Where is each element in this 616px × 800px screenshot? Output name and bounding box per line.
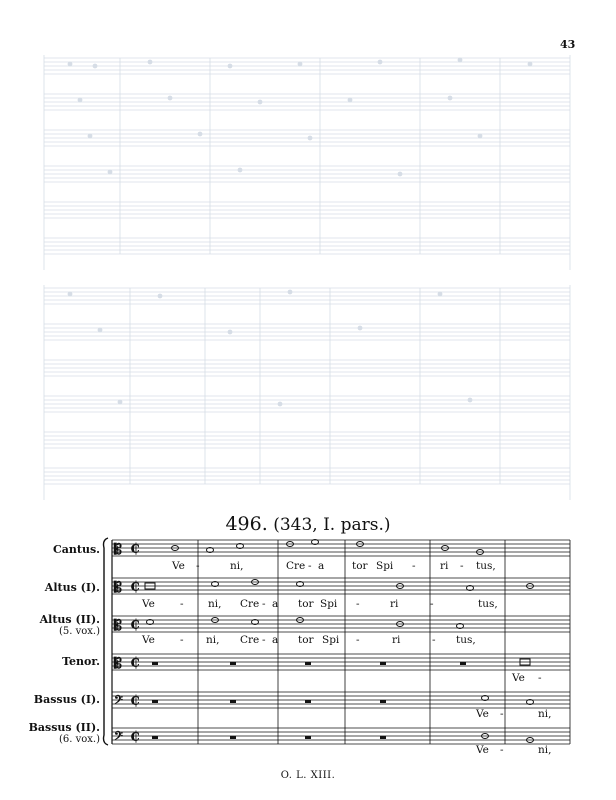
lyric: Ve: [476, 744, 489, 756]
piece-reference: (343, I. pars.): [273, 515, 391, 535]
lyric: -: [356, 634, 360, 646]
lyric: Cre: [240, 598, 260, 610]
lyric: a: [318, 560, 325, 572]
lyric: Spi: [320, 598, 338, 610]
faded-system-2: [44, 285, 570, 500]
lyric: ri: [440, 560, 449, 572]
voice-label-tenor: Tenor.: [62, 655, 100, 668]
lyric: -: [356, 598, 360, 610]
lyric: Spi: [322, 634, 340, 646]
lyric: -: [500, 744, 504, 756]
lyric: tus,: [456, 634, 476, 646]
lyric: ni,: [230, 560, 244, 572]
svg-text:𝄡: 𝄡: [114, 618, 122, 634]
lyric: -: [308, 560, 312, 572]
piece-heading: [0, 513, 616, 535]
lyric: ri: [390, 598, 399, 610]
faded-system-1: [44, 55, 570, 270]
lyric: a: [272, 634, 279, 646]
svg-text:₵: ₵: [130, 693, 140, 709]
lyric: tus,: [478, 598, 498, 610]
lyric: -: [432, 634, 436, 646]
lyric: -: [262, 598, 266, 610]
svg-text:𝄢: 𝄢: [114, 730, 124, 746]
footer-signature: O. L. XIII.: [280, 770, 336, 781]
lyric: Ve: [476, 708, 489, 720]
lyric: ri: [392, 634, 401, 646]
rests: [152, 662, 466, 739]
lyric: Ve: [512, 672, 525, 684]
lyric: -: [196, 560, 200, 572]
lyric: -: [180, 598, 184, 610]
voice-label-altus-2: Altus (II). (5. vox.): [39, 613, 100, 637]
svg-text:₵: ₵: [130, 579, 140, 595]
lyric: tor: [298, 634, 314, 646]
svg-text:𝄢: 𝄢: [114, 694, 124, 710]
voice-label-cantus: Cantus.: [53, 543, 100, 556]
voice-label-altus-1: Altus (I).: [44, 581, 100, 594]
lyric: Ve: [142, 598, 155, 610]
lyric: ni,: [206, 634, 220, 646]
svg-text:₵: ₵: [130, 655, 140, 671]
clefs: [113, 541, 140, 746]
lyric: ni,: [208, 598, 222, 610]
voice-label-bassus-2: Bassus (II). (6. vox.): [28, 721, 100, 745]
svg-text:𝄡: 𝄡: [114, 580, 122, 596]
lyric: tor: [352, 560, 368, 572]
lyric: a: [272, 598, 279, 610]
voice-label-bassus-1: Bassus (I).: [33, 693, 100, 706]
lyric: -: [538, 672, 542, 684]
lyric: tus,: [476, 560, 496, 572]
lyric: Cre: [240, 634, 260, 646]
lyric: Cre: [286, 560, 306, 572]
svg-text:𝄡: 𝄡: [114, 656, 122, 672]
lyric: tor: [298, 598, 314, 610]
lyric: Ve: [172, 560, 185, 572]
lyric: -: [262, 634, 266, 646]
lyric: -: [180, 634, 184, 646]
svg-text:₵: ₵: [130, 541, 140, 557]
lyric: -: [412, 560, 416, 572]
lyric: -: [500, 708, 504, 720]
lyric: Ve: [142, 634, 155, 646]
lyric: ni,: [538, 744, 552, 756]
svg-text:𝄡: 𝄡: [114, 542, 122, 558]
lyric: ni,: [538, 708, 552, 720]
lyric: -: [430, 598, 434, 610]
svg-text:₵: ₵: [130, 617, 140, 633]
svg-text:₵: ₵: [130, 729, 140, 745]
lyric: Spi: [376, 560, 394, 572]
piece-number: 496.: [225, 513, 268, 535]
lyric: -: [460, 560, 464, 572]
page-number: 43: [560, 38, 576, 51]
